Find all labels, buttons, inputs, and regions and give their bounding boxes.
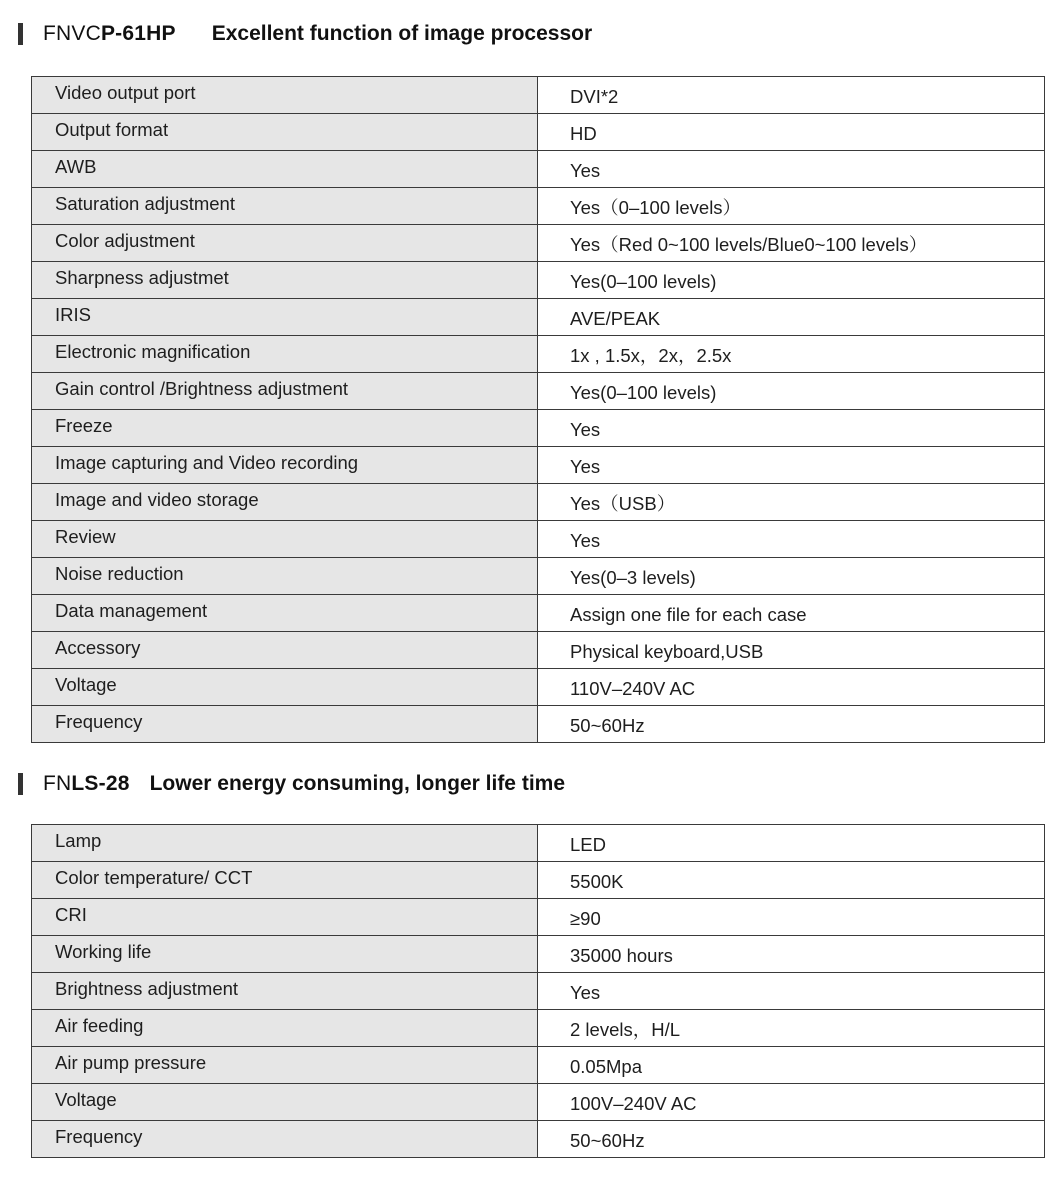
table-row: [32, 899, 1045, 936]
spec-label: Output format: [32, 114, 538, 151]
spec-value: 0.05Mpa: [538, 1047, 1045, 1084]
section-header-image-processor: [18, 21, 592, 47]
spec-value: 110V–240V AC: [538, 669, 1045, 706]
table-row: [32, 1047, 1045, 1084]
spec-value: Yes（0–100 levels）: [538, 188, 1045, 225]
spec-value: Yes: [538, 521, 1045, 558]
table-row: [32, 1084, 1045, 1121]
spec-label: Review: [32, 521, 538, 558]
table-row: [32, 706, 1045, 743]
section-marker: [18, 773, 23, 795]
table-row: [32, 262, 1045, 299]
table-row: [32, 151, 1045, 188]
section-header-light-source: [18, 771, 565, 797]
spec-label: Air feeding: [32, 1010, 538, 1047]
spec-label: Working life: [32, 936, 538, 973]
spec-label: Electronic magnification: [32, 336, 538, 373]
spec-value: Physical keyboard,USB: [538, 632, 1045, 669]
spec-value: ≥90: [538, 899, 1045, 936]
spec-label: Color adjustment: [32, 225, 538, 262]
spec-label: Saturation adjustment: [32, 188, 538, 225]
spec-value: 2 levels，H/L: [538, 1010, 1045, 1047]
spec-label: AWB: [32, 151, 538, 188]
spec-value: Yes: [538, 447, 1045, 484]
spec-value: Yes(0–3 levels): [538, 558, 1045, 595]
spec-value: 50~60Hz: [538, 1121, 1045, 1158]
model-code: LS-28: [71, 772, 130, 795]
spec-value: Yes(0–100 levels): [538, 262, 1045, 299]
spec-value: Yes: [538, 973, 1045, 1010]
spec-value: DVI*2: [538, 77, 1045, 114]
table-row: [32, 1010, 1045, 1047]
model-number: [43, 22, 176, 46]
section-tagline: Excellent function of image processor: [211, 22, 593, 45]
spec-value: 50~60Hz: [538, 706, 1045, 743]
spec-label: IRIS: [32, 299, 538, 336]
spec-label: Frequency: [32, 706, 538, 743]
spec-value: AVE/PEAK: [538, 299, 1045, 336]
table-row: [32, 225, 1045, 262]
model-code: P-61HP: [100, 22, 176, 45]
spec-label: Freeze: [32, 410, 538, 447]
spec-value: Yes: [538, 151, 1045, 188]
table-row: [32, 973, 1045, 1010]
spec-value: 1x , 1.5x，2x，2.5x: [538, 336, 1045, 373]
spec-value: HD: [538, 114, 1045, 151]
spec-label: Data management: [32, 595, 538, 632]
table-row: [32, 595, 1045, 632]
section-marker: [18, 23, 23, 45]
spec-label: CRI: [32, 899, 538, 936]
spec-label: Color temperature/ CCT: [32, 862, 538, 899]
spec-value: LED: [538, 825, 1045, 862]
spec-value: 35000 hours: [538, 936, 1045, 973]
spec-label: Voltage: [32, 1084, 538, 1121]
table-row: [32, 410, 1045, 447]
spec-label: Video output port: [32, 77, 538, 114]
table-row: [32, 936, 1045, 973]
table-row: [32, 77, 1045, 114]
spec-label: Image capturing and Video recording: [32, 447, 538, 484]
table-row: [32, 188, 1045, 225]
spec-label: Frequency: [32, 1121, 538, 1158]
table-row: [32, 632, 1045, 669]
table-row: [32, 825, 1045, 862]
spec-table-light-source: [31, 824, 1045, 1158]
spec-label: Noise reduction: [32, 558, 538, 595]
table-row: [32, 484, 1045, 521]
spec-label: Brightness adjustment: [32, 973, 538, 1010]
spec-label: Accessory: [32, 632, 538, 669]
spec-value: Assign one file for each case: [538, 595, 1045, 632]
spec-table-image-processor: [31, 76, 1045, 743]
spec-value: Yes(0–100 levels): [538, 373, 1045, 410]
spec-value: Yes（USB）: [538, 484, 1045, 521]
model-number: [43, 772, 130, 796]
table-row: [32, 669, 1045, 706]
spec-value: Yes（Red 0~100 levels/Blue0~100 levels）: [538, 225, 1045, 262]
model-prefix: FNVC: [43, 22, 101, 45]
table-row: [32, 1121, 1045, 1158]
spec-label: Gain control /Brightness adjustment: [32, 373, 538, 410]
table-row: [32, 373, 1045, 410]
table-row: [32, 558, 1045, 595]
table-row: [32, 299, 1045, 336]
table-row: [32, 862, 1045, 899]
spec-label: Sharpness adjustmet: [32, 262, 538, 299]
table-row: [32, 521, 1045, 558]
model-prefix: FN: [43, 772, 72, 795]
spec-value: 5500K: [538, 862, 1045, 899]
spec-label: Image and video storage: [32, 484, 538, 521]
spec-value: Yes: [538, 410, 1045, 447]
section-tagline: Lower energy consuming, longer life time: [149, 772, 565, 795]
spec-label: Lamp: [32, 825, 538, 862]
table-row: [32, 114, 1045, 151]
spec-label: Voltage: [32, 669, 538, 706]
spec-value: 100V–240V AC: [538, 1084, 1045, 1121]
table-row: [32, 447, 1045, 484]
spec-label: Air pump pressure: [32, 1047, 538, 1084]
table-row: [32, 336, 1045, 373]
